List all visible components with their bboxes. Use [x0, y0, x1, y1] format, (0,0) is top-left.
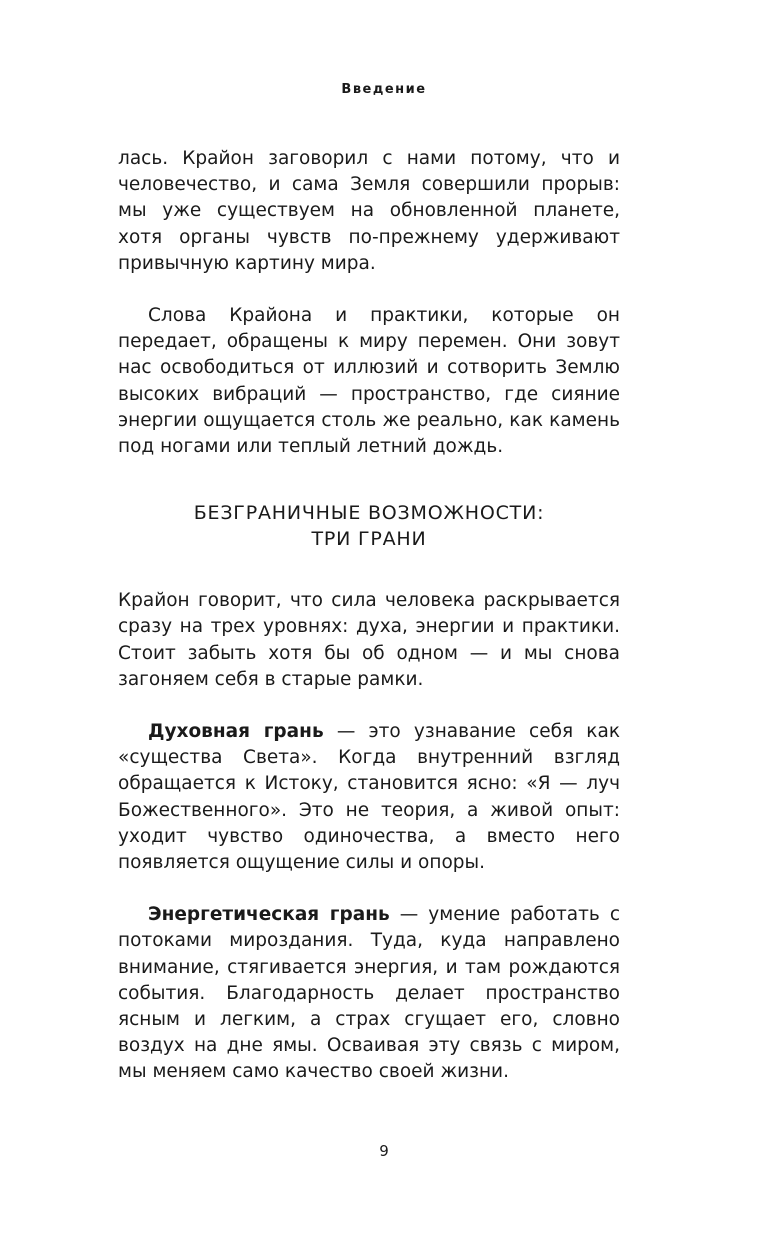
- term-spiritual-facet: Духовная грань: [148, 721, 324, 743]
- energy-facet-text: — умение работать с потоками мироздания. Туда, куда направлено внимание, стягивается энергия, и там рождаются события. Благодарность делает пространство ясным и легким, а страх сгущает его, словно воздух на дне ямы. Осваивая эту связь с миром, мы меняем само качество своей жизни.: [118, 904, 620, 1083]
- body-text: [118, 146, 620, 1086]
- term-energy-facet: Энергетическая грань: [148, 904, 390, 926]
- paragraph-continuation: лась. Крайон заговорил с нами потому, что и человечество, и сама Земля совершили прорыв: мы уже существуем на обновленной планете, хотя органы чувств по-прежнему удерживают привычную картину мира.: [118, 148, 620, 274]
- page-number: 9: [379, 1142, 389, 1160]
- paragraph-kryon-words: Слова Крайона и практики, которые он передает, обращены к миру перемен. Они зовут нас освободиться от иллюзий и сотворить Землю высоких вибраций — пространство, где сияние энергии ощущается столь же реально, как камень под ногами или теплый летний дождь.: [118, 305, 620, 458]
- section-heading-line1: БЕЗГРАНИЧНЫЕ ВОЗМОЖНОСТИ:: [193, 502, 545, 525]
- paragraph-section-intro: Крайон говорит, что сила человека раскрывается сразу на трех уровнях: духа, энергии и практики. Стоит забыть хотя бы об одном — и мы снова загоняем себя в старые рамки.: [118, 590, 620, 690]
- spiritual-facet-text: — это узнавание себя как «существа Света». Когда внутренний взгляд обращается к Истоку, становится ясно: «Я — луч Божественного». Это не теория, а живой опыт: уходит чувство одиночества, а вместо него появляется ощущение силы и опоры.: [118, 721, 620, 874]
- paragraph-spiritual-facet: [118, 719, 620, 876]
- section-heading-line2: ТРИ ГРАНИ: [311, 528, 427, 551]
- section-heading: [118, 500, 620, 552]
- running-header: Введение: [341, 82, 427, 97]
- paragraph-energy-facet: [118, 902, 620, 1085]
